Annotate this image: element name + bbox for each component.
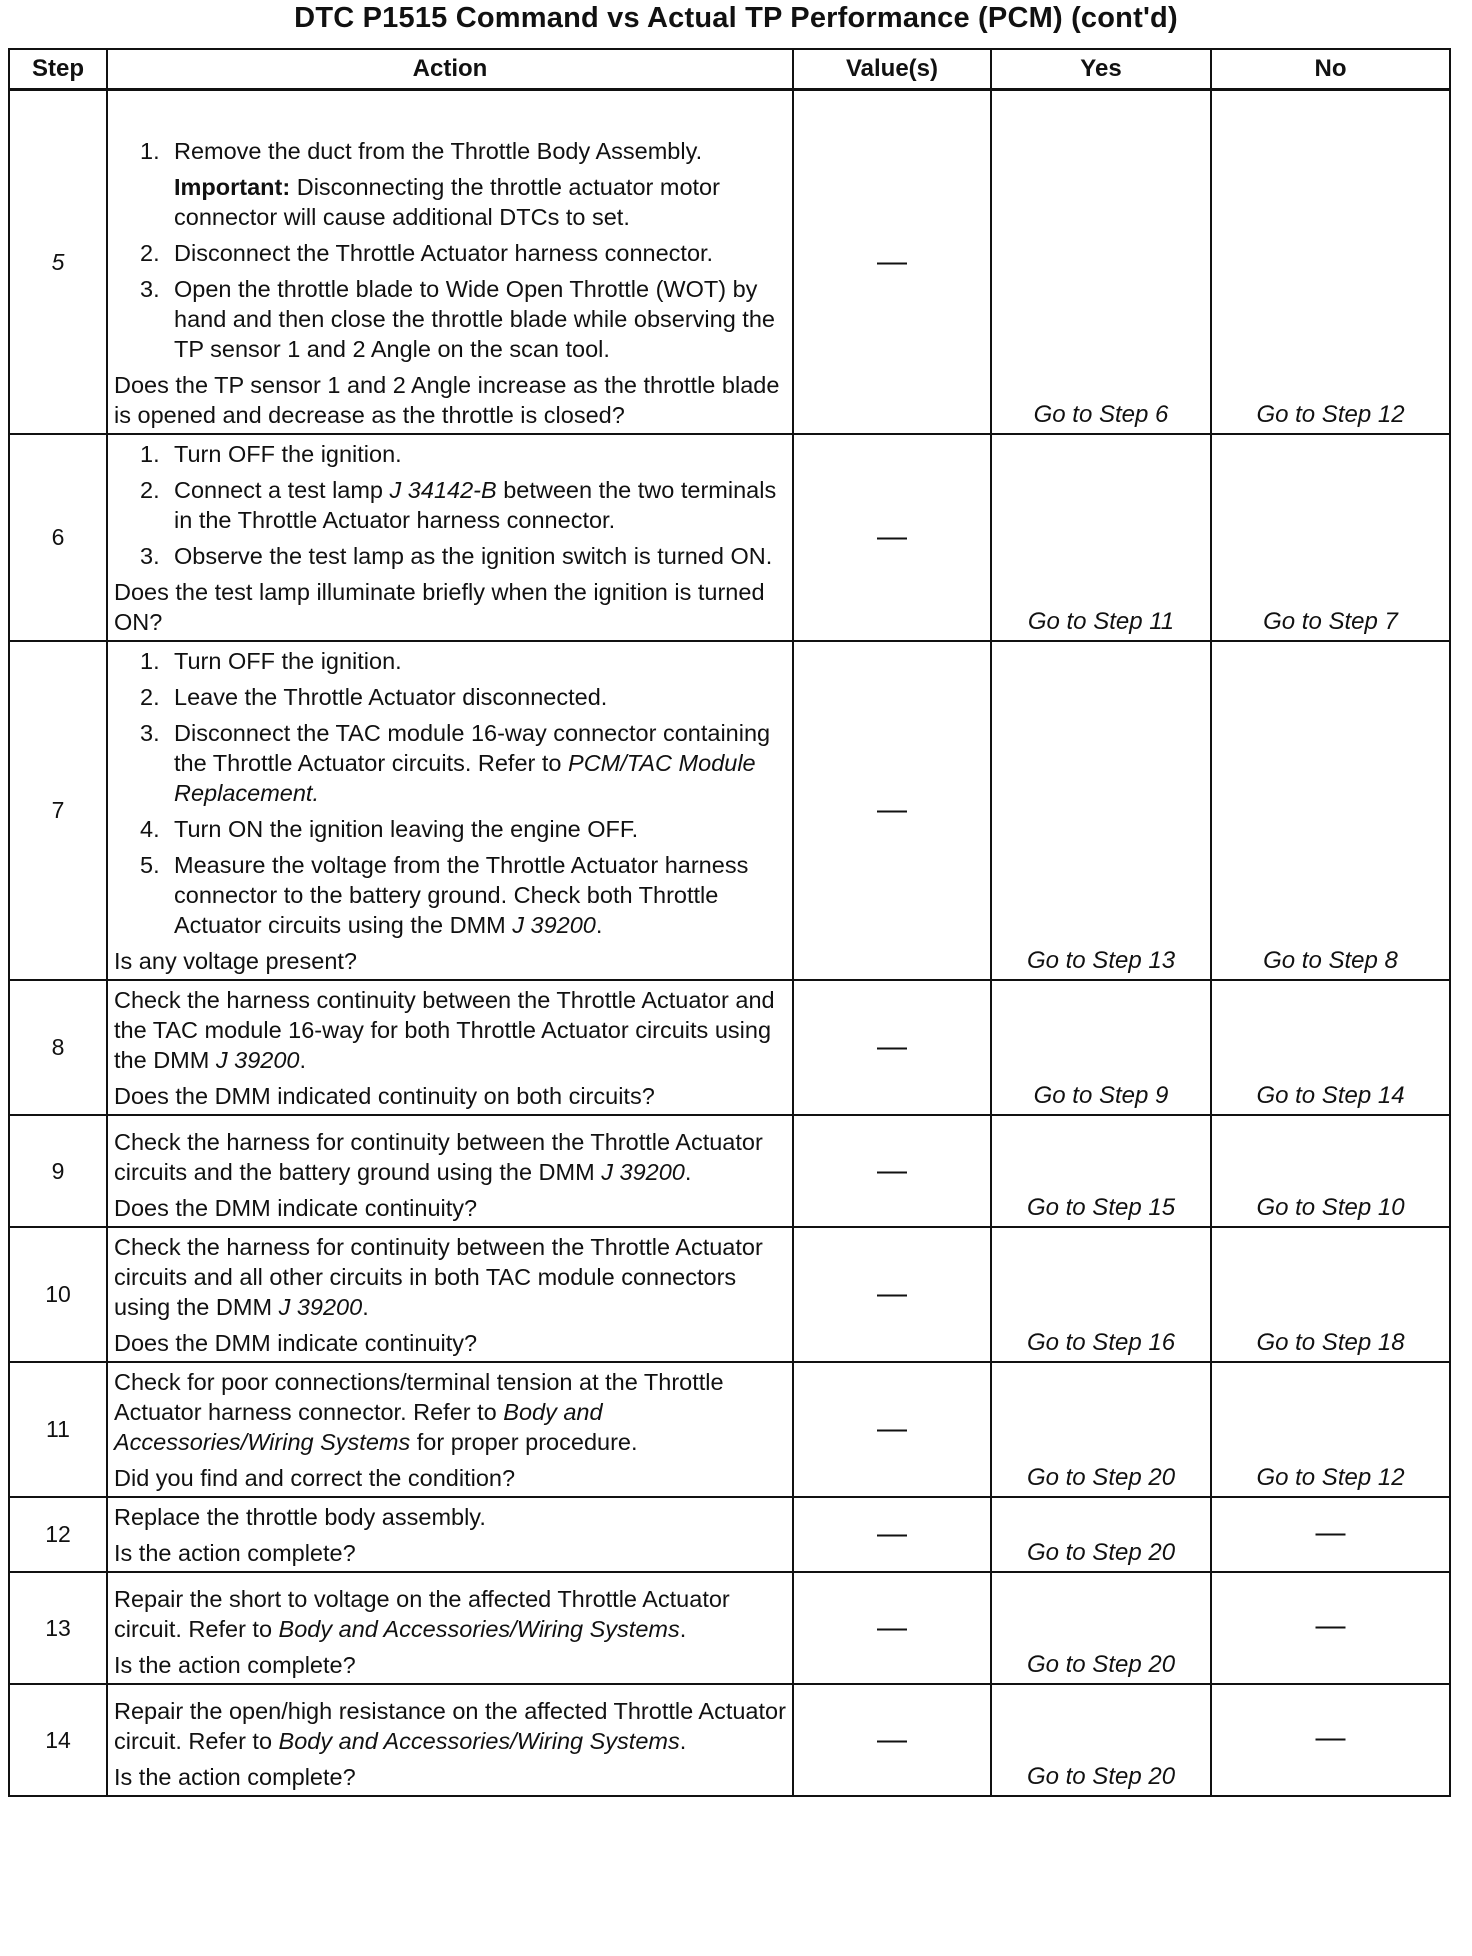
header-no: No xyxy=(1211,49,1450,90)
question: Is the action complete? xyxy=(114,1651,356,1678)
action-steps xyxy=(114,439,788,571)
question: Does the TP sensor 1 and 2 Angle increase as the throttle blade is opened and decrease as the throttle is closed? xyxy=(114,371,780,428)
no-cell: Go to Step 18 xyxy=(1211,1227,1450,1362)
yes-cell: Go to Step 20 xyxy=(991,1362,1211,1497)
instruction: Repair the open/high resistance on the affected Throttle Actuator circuit. Refer to Body and Accessories/Wiring Systems. xyxy=(114,1697,786,1754)
yes-cell: Go to Step 11 xyxy=(991,434,1211,641)
value-cell: — xyxy=(793,641,991,980)
value-cell: — xyxy=(793,1572,991,1684)
header-yes: Yes xyxy=(991,49,1211,90)
list-item: 3. Open the throttle blade to Wide Open Throttle (WOT) by hand and then close the throttle blade while observing the TP sensor 1 and 2 Angle on the scan tool. xyxy=(140,275,775,362)
yes-cell: Go to Step 16 xyxy=(991,1227,1211,1362)
table-row xyxy=(9,434,1450,641)
instruction: Check the harness continuity between the Throttle Actuator and the TAC module 16-way for both Throttle Actuator circuits using the DMM J 39200. xyxy=(114,986,775,1073)
list-item: 3. Disconnect the TAC module 16-way connector containing the Throttle Actuator circuits. Refer to PCM/TAC Module Replacement. xyxy=(140,719,771,806)
no-cell: — xyxy=(1211,1572,1450,1684)
yes-cell: Go to Step 20 xyxy=(991,1572,1211,1684)
action-cell xyxy=(107,1362,793,1497)
value-cell: — xyxy=(793,980,991,1115)
no-cell: Go to Step 10 xyxy=(1211,1115,1450,1227)
list-item: 2. Leave the Throttle Actuator disconnected. xyxy=(140,683,608,710)
table-row xyxy=(9,1227,1450,1362)
instruction: Check the harness for continuity between the Throttle Actuator circuits and all other circuits in both TAC module connectors using the DMM J 39200. xyxy=(114,1233,763,1320)
action-cell xyxy=(107,1572,793,1684)
yes-cell: Go to Step 20 xyxy=(991,1684,1211,1796)
no-cell: Go to Step 12 xyxy=(1211,90,1450,434)
step-number: 6 xyxy=(9,434,107,641)
table-row xyxy=(9,90,1450,434)
important-note: Important: Disconnecting the throttle actuator motor connector will cause additional DTCs to set. xyxy=(174,173,720,230)
list-item: 1. Turn OFF the ignition. xyxy=(140,647,402,674)
step-number: 11 xyxy=(9,1362,107,1497)
header-action: Action xyxy=(107,49,793,90)
action-steps xyxy=(114,646,788,940)
table-row xyxy=(9,1115,1450,1227)
value-cell: — xyxy=(793,90,991,434)
yes-cell: Go to Step 9 xyxy=(991,980,1211,1115)
question: Is any voltage present? xyxy=(114,947,357,974)
yes-cell: Go to Step 20 xyxy=(991,1497,1211,1572)
table-row xyxy=(9,641,1450,980)
table-row xyxy=(9,1362,1450,1497)
instruction: Replace the throttle body assembly. xyxy=(114,1503,486,1530)
yes-cell: Go to Step 13 xyxy=(991,641,1211,980)
list-item: 1. Remove the duct from the Throttle Body Assembly. xyxy=(140,137,703,164)
step-number: 5 xyxy=(9,90,107,434)
table-row xyxy=(9,1684,1450,1796)
value-cell: — xyxy=(793,1497,991,1572)
action-cell xyxy=(107,90,793,434)
list-item: 4. Turn ON the ignition leaving the engine OFF. xyxy=(140,815,639,842)
list-item: 1. Turn OFF the ignition. xyxy=(140,440,402,467)
instruction: Check for poor connections/terminal tension at the Throttle Actuator harness connector. Refer to Body and Accessories/Wiring Systems for proper procedure. xyxy=(114,1368,724,1455)
question: Does the DMM indicate continuity? xyxy=(114,1194,478,1221)
no-cell: Go to Step 12 xyxy=(1211,1362,1450,1497)
step-number: 9 xyxy=(9,1115,107,1227)
list-item: 2. Connect a test lamp J 34142-B between the two terminals in the Throttle Actuator harness connector. xyxy=(140,476,777,533)
instruction: Check the harness for continuity between the Throttle Actuator circuits and the battery ground using the DMM J 39200. xyxy=(114,1128,763,1185)
question: Is the action complete? xyxy=(114,1763,356,1790)
yes-cell: Go to Step 6 xyxy=(991,90,1211,434)
value-cell: — xyxy=(793,1362,991,1497)
no-cell: Go to Step 8 xyxy=(1211,641,1450,980)
list-item: 5. Measure the voltage from the Throttle Actuator harness connector to the battery ground. Check both Throttle Actuator circuits using the DMM J 39200. xyxy=(140,851,749,938)
action-cell xyxy=(107,1115,793,1227)
action-cell xyxy=(107,980,793,1115)
no-cell: Go to Step 14 xyxy=(1211,980,1450,1115)
question: Is the action complete? xyxy=(114,1539,356,1566)
question: Did you find and correct the condition? xyxy=(114,1464,516,1491)
header-step: Step xyxy=(9,49,107,90)
yes-cell: Go to Step 15 xyxy=(991,1115,1211,1227)
action-cell xyxy=(107,1227,793,1362)
step-number: 14 xyxy=(9,1684,107,1796)
question: Does the test lamp illuminate briefly when the ignition is turned ON? xyxy=(114,578,765,635)
step-number: 10 xyxy=(9,1227,107,1362)
value-cell: — xyxy=(793,1684,991,1796)
page-title: DTC P1515 Command vs Actual TP Performance (PCM) (cont'd) xyxy=(294,2,1178,34)
instruction: Repair the short to voltage on the affected Throttle Actuator circuit. Refer to Body and Accessories/Wiring Systems. xyxy=(114,1585,730,1642)
action-steps xyxy=(114,136,788,166)
list-item: 3. Observe the test lamp as the ignition switch is turned ON. xyxy=(140,542,773,569)
header-values: Value(s) xyxy=(793,49,991,90)
question: Does the DMM indicate continuity? xyxy=(114,1329,478,1356)
action-cell xyxy=(107,641,793,980)
no-cell: — xyxy=(1211,1684,1450,1796)
table-row xyxy=(9,980,1450,1115)
table-row xyxy=(9,1572,1450,1684)
no-cell: Go to Step 7 xyxy=(1211,434,1450,641)
diagnostic-table xyxy=(8,48,1451,1797)
no-cell: — xyxy=(1211,1497,1450,1572)
value-cell: — xyxy=(793,1227,991,1362)
value-cell: — xyxy=(793,434,991,641)
action-cell xyxy=(107,434,793,641)
step-number: 7 xyxy=(9,641,107,980)
value-cell: — xyxy=(793,1115,991,1227)
question: Does the DMM indicated continuity on both circuits? xyxy=(114,1082,655,1109)
header-row xyxy=(9,49,1450,90)
step-number: 13 xyxy=(9,1572,107,1684)
table-row xyxy=(9,1497,1450,1572)
step-number: 8 xyxy=(9,980,107,1115)
list-item: 2. Disconnect the Throttle Actuator harness connector. xyxy=(140,239,714,266)
action-cell xyxy=(107,1684,793,1796)
step-number: 12 xyxy=(9,1497,107,1572)
action-cell xyxy=(107,1497,793,1572)
